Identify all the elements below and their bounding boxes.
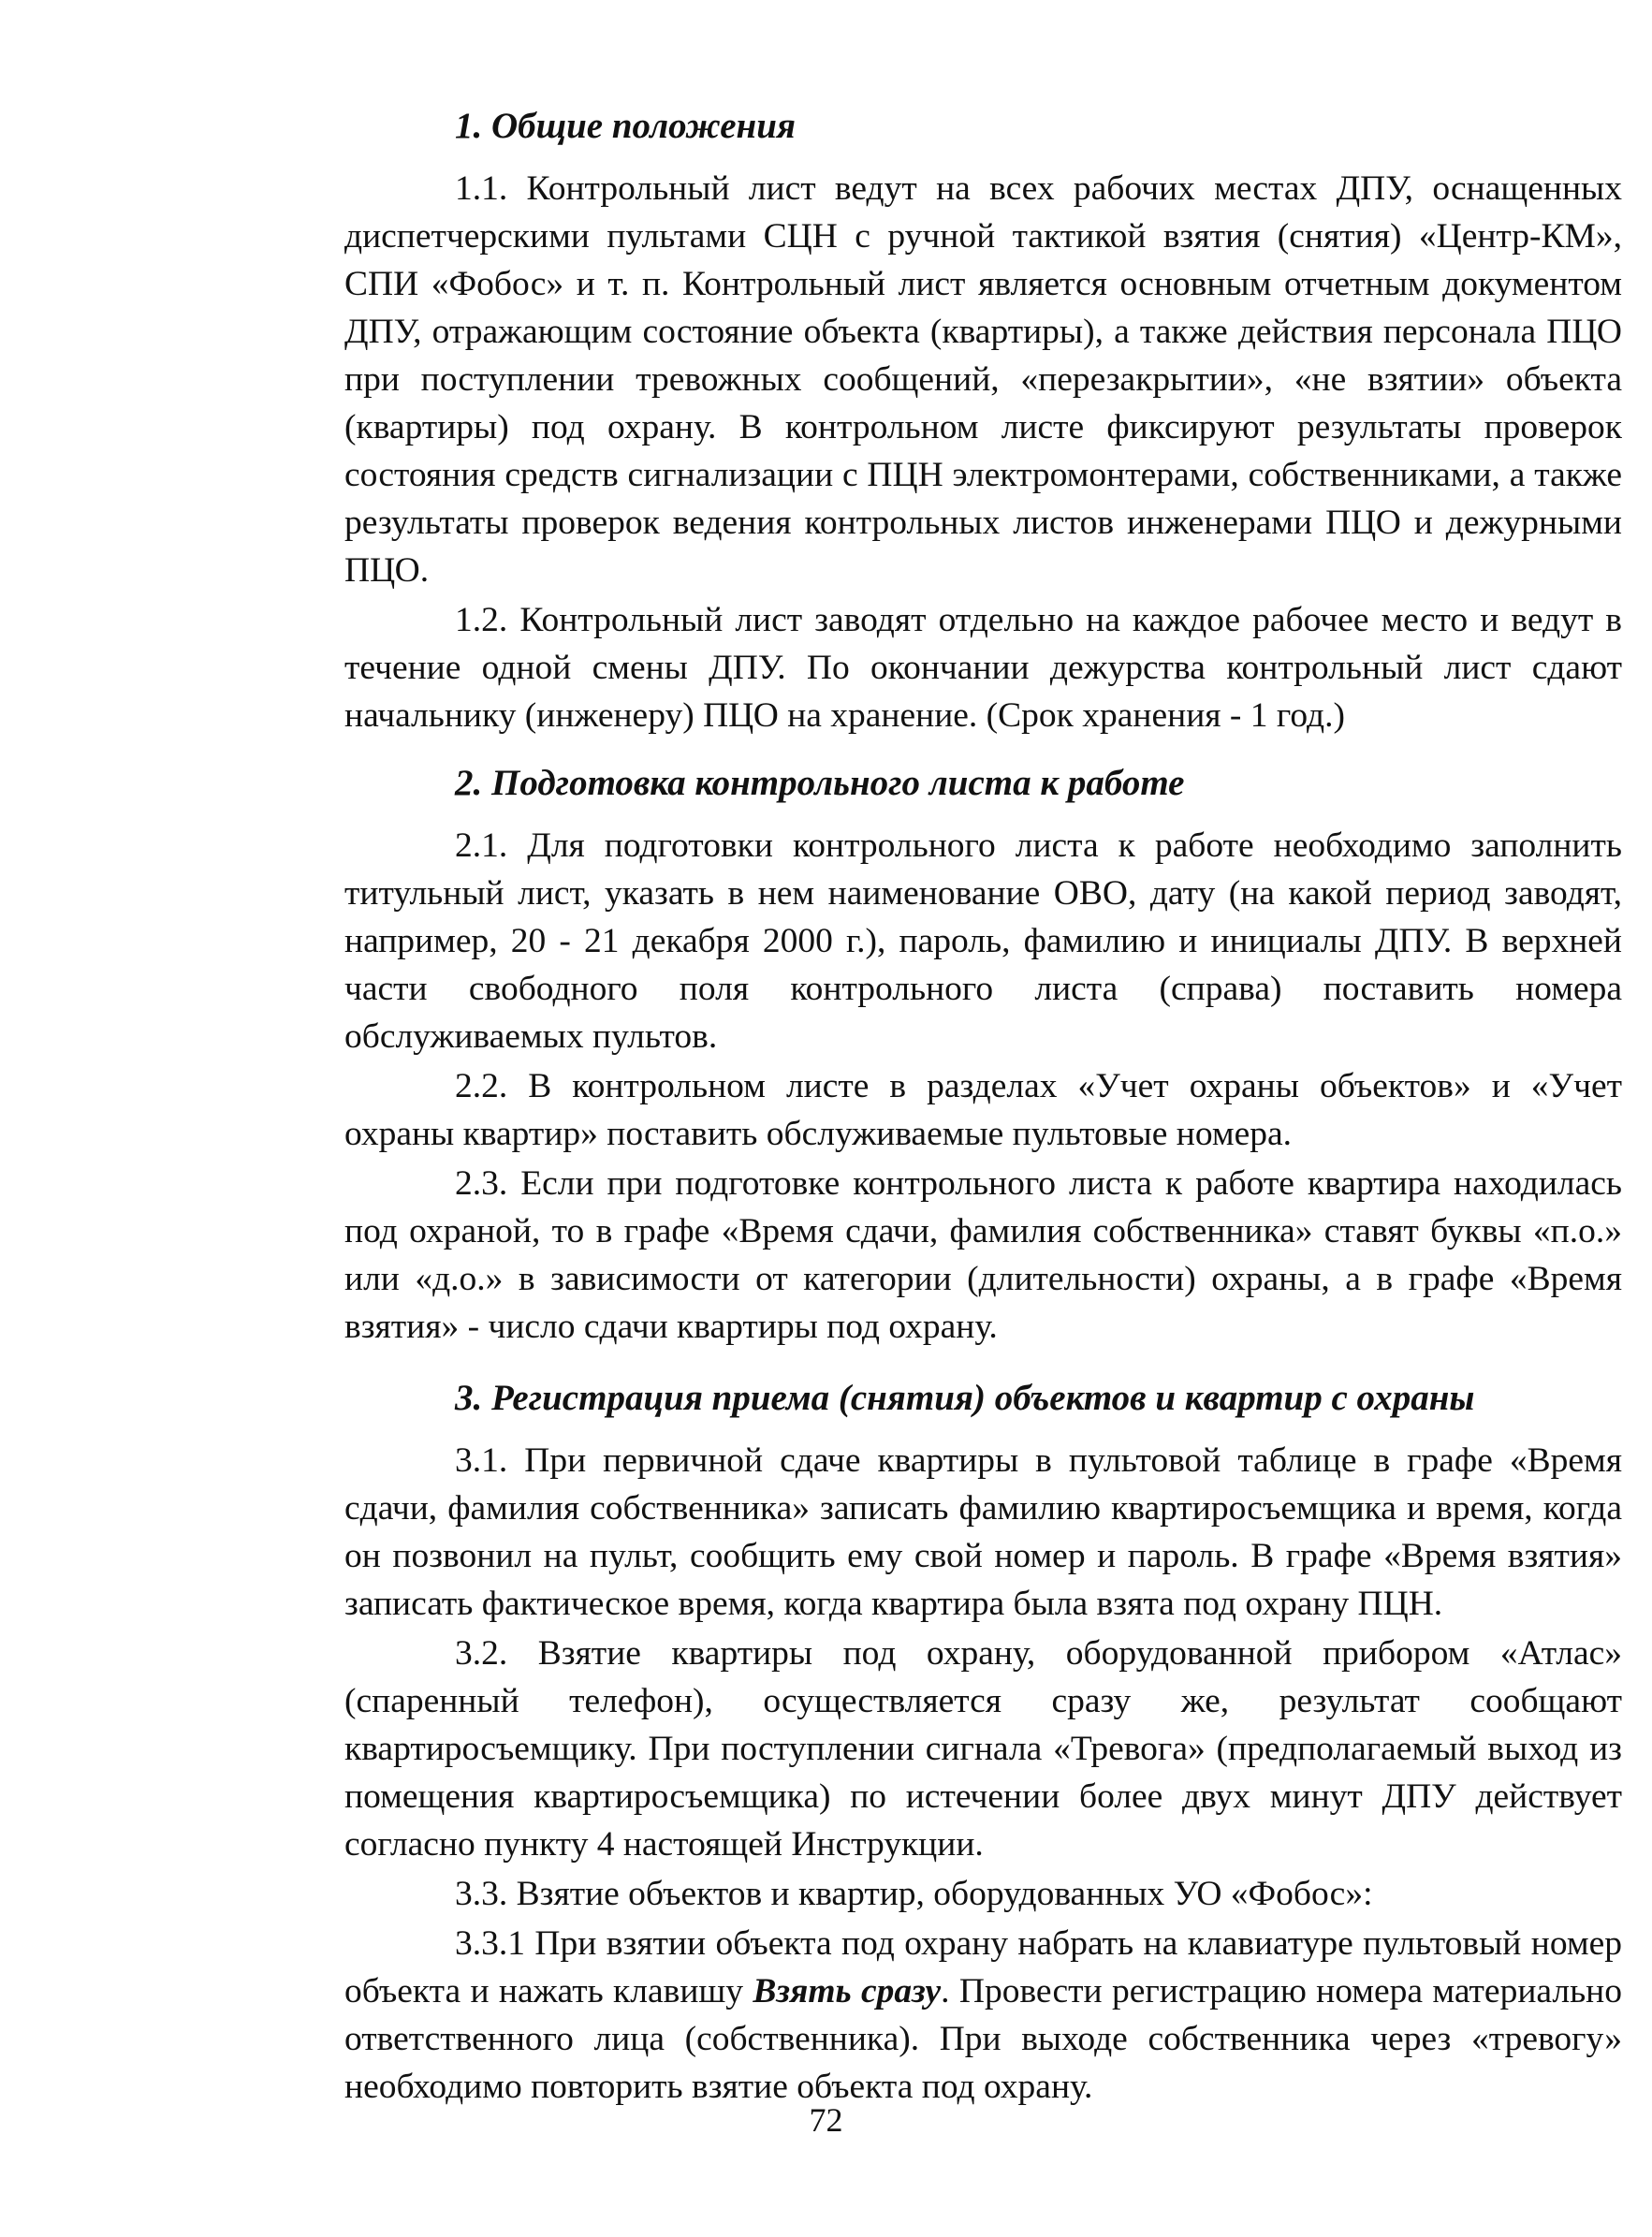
paragraph-3-2: 3.2. Взятие квартиры под охрану, оборудованной прибором «Атлас» (спаренный телефон), осуществляется сразу же, результат сообщают квартиросъемщику. При поступлении сигнала «Тревога» (предполагаемый выход из помещения квартиросъемщика) по истечении более двух минут ДПУ действует согласно пункту 4 настоящей Инструкции. [344,1634,1622,1864]
section-3-heading: 3. Регистрация приема (снятия) объектов и квартир с охраны [455,1378,1475,1418]
paragraph-3-1: 3.1. При первичной сдаче квартиры в пультовой таблице в графе «Время сдачи, фамилия собственника» записать фамилию квартиросъемщика и время, когда он позвонил на пульт, сообщить ему свой номер и пароль. В графе «Время взятия» записать фактическое время, когда квартира была взята под охрану ПЦН. [344,1441,1622,1623]
key-name-emphasis: Взять сразу [753,1972,942,2010]
paragraph-3-3-1-end: . Провести регистрацию номера материально ответственного лица (собственника). При выходе собственника через «тревогу» необходимо повторить взятие объекта под охрану. [344,1972,1622,2106]
paragraph-3-3-1 [344,1920,1622,2111]
paragraph-2-2: 2.2. В контрольном листе в разделах «Учет охраны объектов» и «Учет охраны квартир» поставить обслуживаемые пультовые номера. [344,1067,1622,1153]
paragraph-3-3: 3.3. Взятие объектов и квартир, оборудованных УО «Фобос»: [455,1875,1373,1913]
section-2-heading: 2. Подготовка контрольного листа к работе [455,763,1185,803]
paragraph-2-3: 2.3. Если при подготовке контрольного листа к работе квартира находилась под охраной, то в графе «Время сдачи, фамилия собственника» ставят буквы «п.о.» или «д.о.» в зависимости от категории (длительности) охраны, а в графе «Время взятия» - число сдачи квартиры под охрану. [344,1164,1622,1346]
paragraph-2-1: 2.1. Для подготовки контрольного листа к работе необходимо заполнить титульный лист, указать в нем наименование ОВО, дату (на какой период заводят, например, 20 - 21 декабря 2000 г.), пароль, фамилию и инициалы ДПУ. В верхней части свободного поля контрольного листа (справа) поставить номера обслуживаемых пультов. [344,826,1622,1056]
paragraph-3-3-1-start: 3.3.1 При взятии объекта под охрану набрать на клавиатуре пультовый номер объекта и нажать клавишу [344,1924,1622,2010]
section-1-heading: 1. Общие положения [455,106,796,146]
page-content [344,101,1622,2113]
paragraph-1-2: 1.2. Контрольный лист заводят отдельно на каждое рабочее место и ведут в течение одной смены ДПУ. По окончании дежурства контрольный лист сдают начальнику (инженеру) ПЦО на хранение. (Срок хранения - 1 год.) [344,601,1622,735]
paragraph-1-1: 1.1. Контрольный лист ведут на всех рабочих местах ДПУ, оснащенных диспетчерскими пультами СЦН с ручной тактикой взятия (снятия) «Центр-КМ», СПИ «Фобос» и т. п. Контрольный лист является основным отчетным документом ДПУ, отражающим состояние объекта (квартиры), а также действия персонала ПЦО при поступлении тревожных сообщений, «перезакрытии», «не взятии» объекта (квартиры) под охрану. В контрольном листе фиксируют результаты проверок состояния средств сигнализации с ПЦН электромонтерами, собственниками, а также результаты проверок ведения контрольных листов инженерами ПЦО и дежурными ПЦО. [344,169,1622,590]
page-number: 72 [809,2101,843,2139]
